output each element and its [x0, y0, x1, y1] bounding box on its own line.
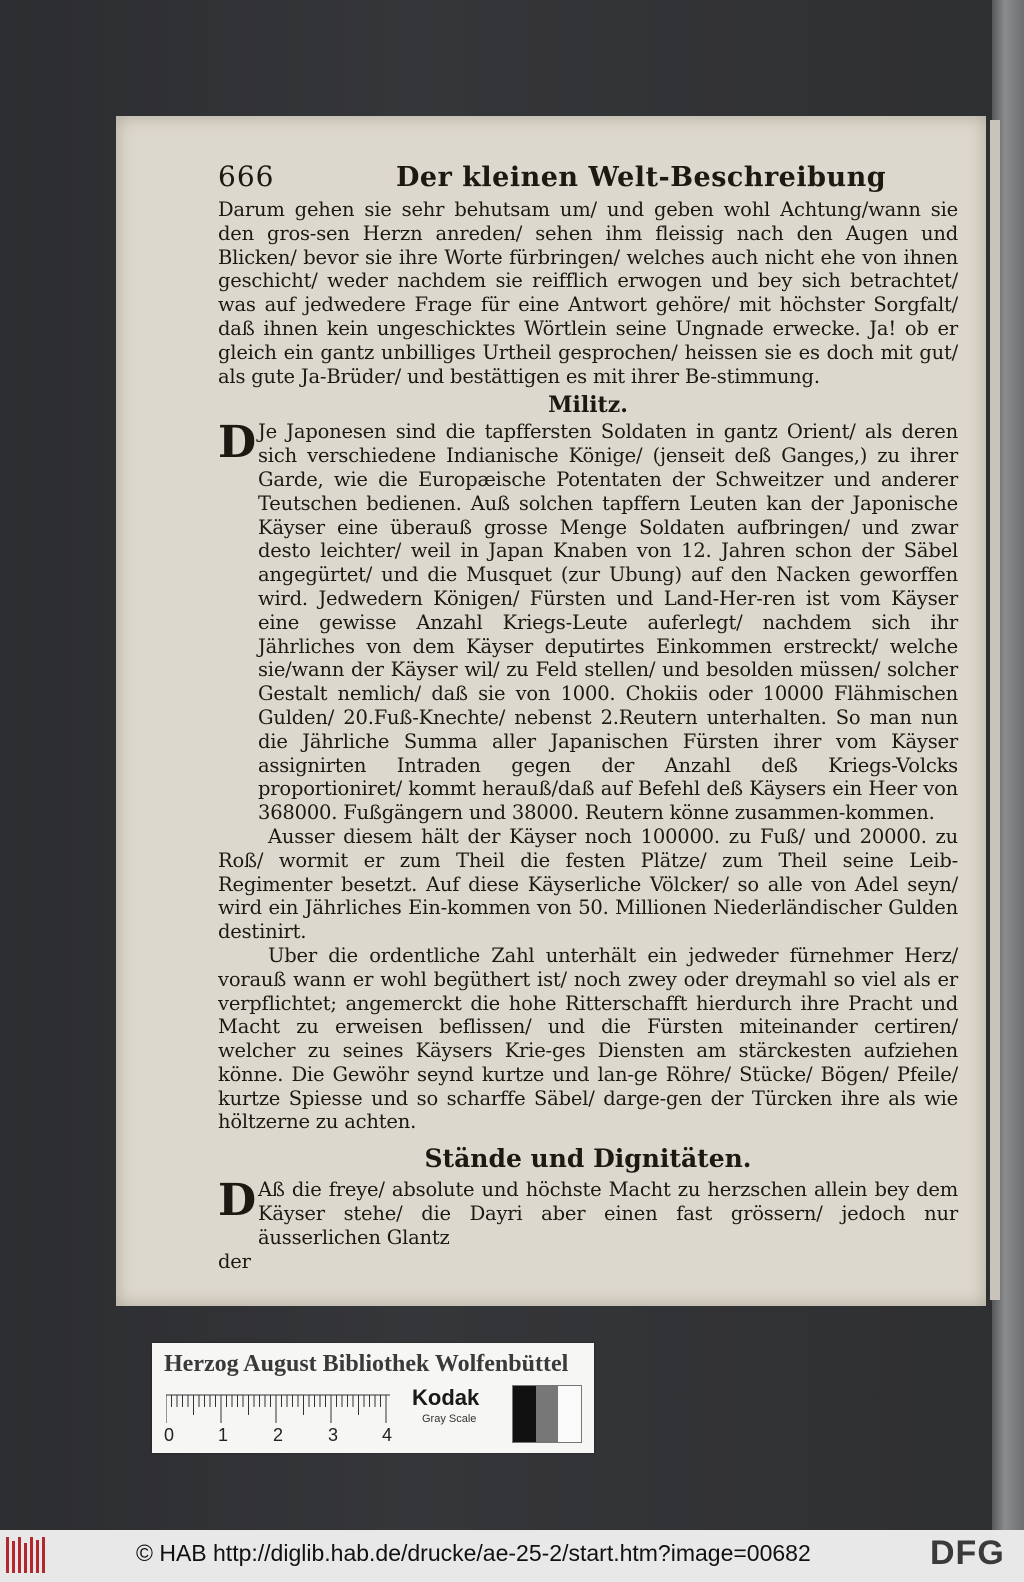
running-head	[218, 158, 958, 198]
dfg-logo: DFG	[930, 1534, 1005, 1572]
swatch-white	[558, 1386, 581, 1442]
militz-first-paragraph	[218, 417, 958, 825]
page-fore-edge	[990, 120, 1000, 1300]
ruler-number: 0	[164, 1425, 175, 1445]
drop-cap: D	[218, 417, 257, 469]
militz-paragraph-2: Ausser diesem hält der Käyser noch 100000. zu Fuß/ und 20000. zu Roß/ wormit er zum Theil die festen Plätze/ zum Theil seine Leib-Regimenter besetzt. Auf diese Käyserliche Völcker/ so alle von Adel seyn/ wird ein Jährliches Ein-kommen von 50. Millionen Niederländischer Gulden destinirt.	[218, 824, 958, 944]
hab-logo-icon	[6, 1537, 48, 1573]
ruler-number: 2	[273, 1425, 284, 1445]
swatch-gray	[536, 1386, 559, 1442]
ruler-number: 1	[218, 1425, 229, 1445]
kodak-logo: Kodak	[412, 1385, 480, 1410]
gray-swatches	[512, 1385, 582, 1443]
grayscale-label: Gray Scale	[422, 1413, 477, 1425]
section-heading-staende: Stände und Dignitäten.	[424, 1144, 752, 1174]
intro-paragraph: Darum gehen sie sehr behutsam um/ und geben wohl Achtung/wann sie den gros-sen Herzn anreden/ sehen ihm fleissig nach den Augen und Blicken/ bevor sie ihre Worte fürbringen/ welches auch nicht ehe von ihnen geschicht/ weder nachdem sie reifflich erwogen und bey sich betrachtet/ was auf jedwedere Frage für eine Antwort gehöre/ mit höchster Sorgfalt/ daß ihnen kein ungeschicktes Wörtlein seine Ungnade erwecke. Ja! ob er gleich ein gantz unbilliges Urtheil gesprochen/ heissen sie es doch mit gut/ als gute Ja-Brüder/ und bestättigen es mit ihrer Be-stimmung.	[218, 198, 958, 388]
page-number: 666	[218, 160, 275, 193]
page-text	[218, 158, 958, 1273]
section-heading-militz: Militz.	[548, 392, 628, 419]
staende-first-paragraph	[218, 1175, 958, 1249]
drop-cap: D	[218, 1175, 257, 1227]
militz-paragraph-1: Je Japonesen sind die tapffersten Soldaten in gantz Orient/ als deren sich verschiedene Indianische Könige/ (jenseit deß Ganges,) zu ihrer Garde, wie die Europæische Potentaten der Schweitzer und anderer Teutschen bedienen. Auß solchen tapffern Leuten kan der Japonische Käyser eine überauß grosse Menge Soldaten aufbringen/ und zwar desto leichter/ weil in Japan Knaben von 12. Jahren schon der Säbel angegürtet/ und die Musquet (zur Ubung) auf den Nacken geworffen wird. Jedwedern Königen/ Fürsten und Land-Her-ren ist vom Käyser eine gewisse Anzahl Kriegs-Leute auferlegt/ nachdem sich ihr Jährliches von dem Käyser deputirtes Einkommen erstreckt/ welche sie/wann der Käyser wil/ zu Feld stellen/ und besolden müssen/ solcher Gestalt nemlich/ daß sie von 1000. Chokiis oder 10000 Flähmischen Gulden/ 20.Fuß-Knechte/ nebenst 2.Reutern unterhalten. So man nun die Jährliche Summa aller Japanischen Fürsten ihrer vom Käyser assignirten Intraden gegen der Anzahl deß Kriegs-Volcks proportioniret/ kommt herauß/daß auf Befehl deß Käysers ein Heer von 368000. Fußgängern und 38000. Reutern könne zusammen-kommen.	[258, 420, 958, 825]
institution-name: Herzog August Bibliothek Wolfenbüttel	[164, 1351, 569, 1377]
color-calibration-card	[152, 1343, 594, 1453]
catchword: der	[218, 1249, 251, 1273]
ruler-number: 3	[328, 1425, 339, 1445]
militz-paragraph-3: Uber die ordentliche Zahl unterhält ein jedweder fürnehmer Herz/ vorauß wann er wohl begüthert ist/ noch zwey oder dreymahl so viel als er verpflichtet; angemerckt die hohe Ritterschafft hierdurch ihre Pracht und Macht zu erweisen beflissen/ und die Fürsten miteinander certiren/ welcher zu seines Käysers Krie-ges Diensten am stärckesten aufziehen könne. Die Gewöhr seynd kurtze und lan-ge Röhre/ Stücke/ Bögen/ Pfeile/ kurtze Spiesse und so scharffe Säbel/ darge-gen der Türcken ihre als wie höltzerne zu achten.	[218, 943, 958, 1134]
running-title: Der kleinen Welt-Beschreibung	[396, 162, 887, 193]
swatch-black	[513, 1386, 536, 1442]
ruler-number: 4	[382, 1425, 393, 1445]
staende-paragraph-1: Aß die freye/ absolute und höchste Macht zu herzschen allein bey dem Käyser stehe/ die Dayri aber einen fast grössern/ jedoch nur äusserlichen Glantz	[258, 1178, 958, 1249]
footer-bar	[0, 1530, 1024, 1582]
copyright-link[interactable]: © HAB http://diglib.hab.de/drucke/ae-25-2/start.htm?image=00682	[136, 1540, 811, 1566]
